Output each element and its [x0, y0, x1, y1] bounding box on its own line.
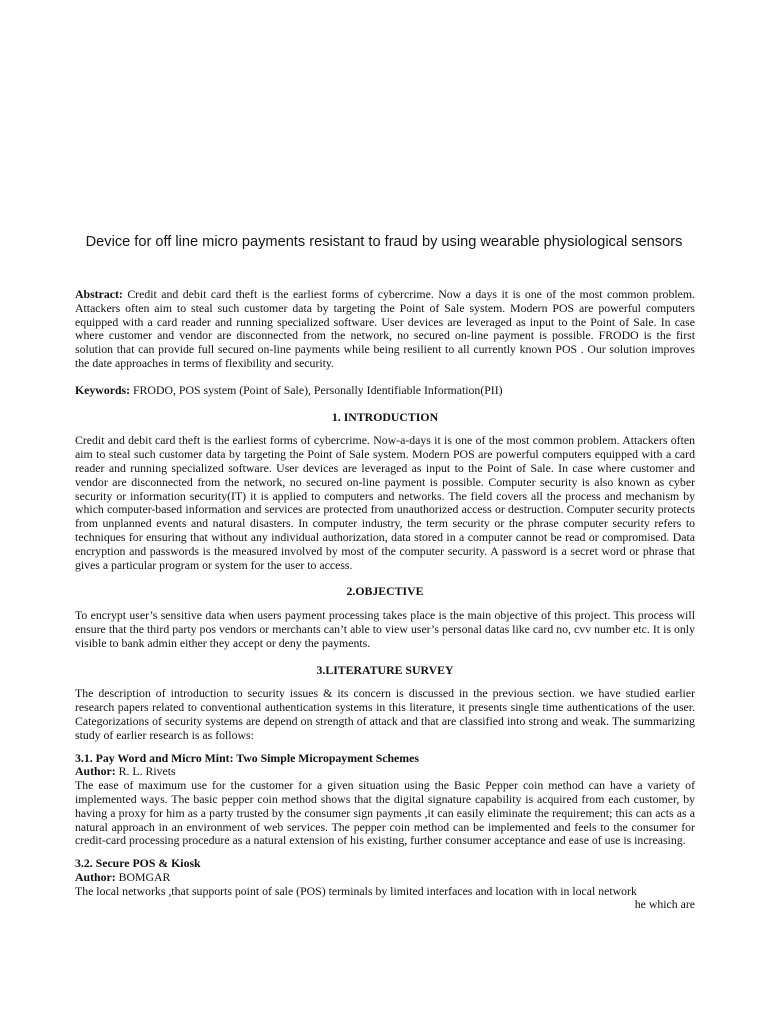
subsection-heading-3-2: 3.2. Secure POS & Kiosk: [75, 856, 201, 871]
keywords: [75, 384, 695, 398]
author-label: Author:: [75, 869, 116, 884]
abstract-label: Abstract:: [75, 287, 123, 301]
page-title: Device for off line micro payments resistant to fraud by using wearable physiological sensors: [85, 234, 683, 250]
subsection-author-3-2: [75, 871, 695, 885]
abstract-text: Credit and debit card theft is the earliest forms of cybercrime. Now a days it is one of the most common problem. Attackers often aim to steal such customer data by targeting the Point of Sale system. Modern POS are powerful computers equipped with a card reader and running specialized software. User devices are leveraged as input to the Point of Sale. In case where customer and vendor are disconnected from the network, no secured on-line payment is possible. FRODO is the first solution that can provide full secured on-line payments while being resilient to all currently known POS . Our solution improves the date approaches in terms of flexibility and security.: [75, 287, 695, 370]
author-name: BOMGAR: [118, 869, 171, 884]
author-name: R. L. Rivets: [118, 764, 176, 779]
subsection-author-3-1: [75, 765, 695, 779]
subsection-heading-3-1: 3.1. Pay Word and Micro Mint: Two Simple Micropayment Schemes: [75, 750, 419, 765]
literature-survey-text: The description of introduction to security issues & its concern is discussed in the previous section. we have studied earlier research papers related to conventional authentication systems in this literature, it presents single time authentications of the user. Categorizations of security systems are depend on strength of attack and that are classified into strong and weak. The summarizing study of earlier research is as follows:: [75, 686, 695, 742]
section-heading-literature-survey: 3.LITERATURE SURVEY: [316, 662, 454, 677]
objective-text: To encrypt user’s sensitive data when users payment processing takes place is the main objective of this project. This process will ensure that the third party pos vendors or merchants can’t able to view user’s personal datas like card no, cvv number etc. It is only visible to bank admin either they accept or deny the payments.: [75, 608, 695, 650]
introduction-text: Credit and debit card theft is the earliest forms of cybercrime. Now-a-days it is one of the most common problem. Attackers often aim to steal such customer data by targeting the Point of Sale system. Modern POS are powerful computers equipped with a card reader and running specialized software. User devices are leveraged as input to the Point of Sale. In case where customer and vendor are disconnected from the network, no secured on-line payment is possible. Computer security is also known as cyber security or information security(IT) it is applied to computers and networks. The field covers all the process and mechanism by which computer-based information and services are protected from unauthorized access or destruction. Computer security protects from unplanned events and natural disasters. In computer industry, the term security or the phrase computer security refers to techniques for ensuring that without any individual authorization, data stored in a computer cannot be read or compromised. Data encryption and passwords is the measured involved by most of the computer security. A password is a secret word or phrase that gives a particular program or system for the user to access.: [75, 433, 695, 572]
author-label: Author:: [75, 764, 116, 779]
section-heading-introduction: 1. INTRODUCTION: [331, 409, 439, 424]
subsection-text-3-1: The ease of maximum use for the customer for a given situation using the Basic Pepper coin method can have a variety of implemented ways. The basic pepper coin method shows that the digital signature capability is acquired from each customer, by having a proxy for him as a party trusted by the consumer sign payments ,it can easily eliminate the requirement; this can acts as a natural approach in an environment of web services. The pepper coin method can be implemented and feels to the consumer for credit-card processing procedure as a natural extension of his existing, further consumer acceptance and ease of use is increasing.: [75, 778, 695, 848]
section-heading-objective: 2.OBJECTIVE: [346, 584, 424, 599]
paper-body: [75, 288, 695, 912]
abstract: [75, 288, 695, 371]
subsection-text-3-2: The local networks ,that supports point of sale (POS) terminals by limited interfaces and location with in local network: [75, 883, 637, 898]
subsection-text-3-2-tail: he which are: [634, 897, 695, 912]
keywords-text: FRODO, POS system (Point of Sale), Personally Identifiable Information(PII): [133, 382, 503, 397]
keywords-label: Keywords:: [75, 382, 131, 397]
